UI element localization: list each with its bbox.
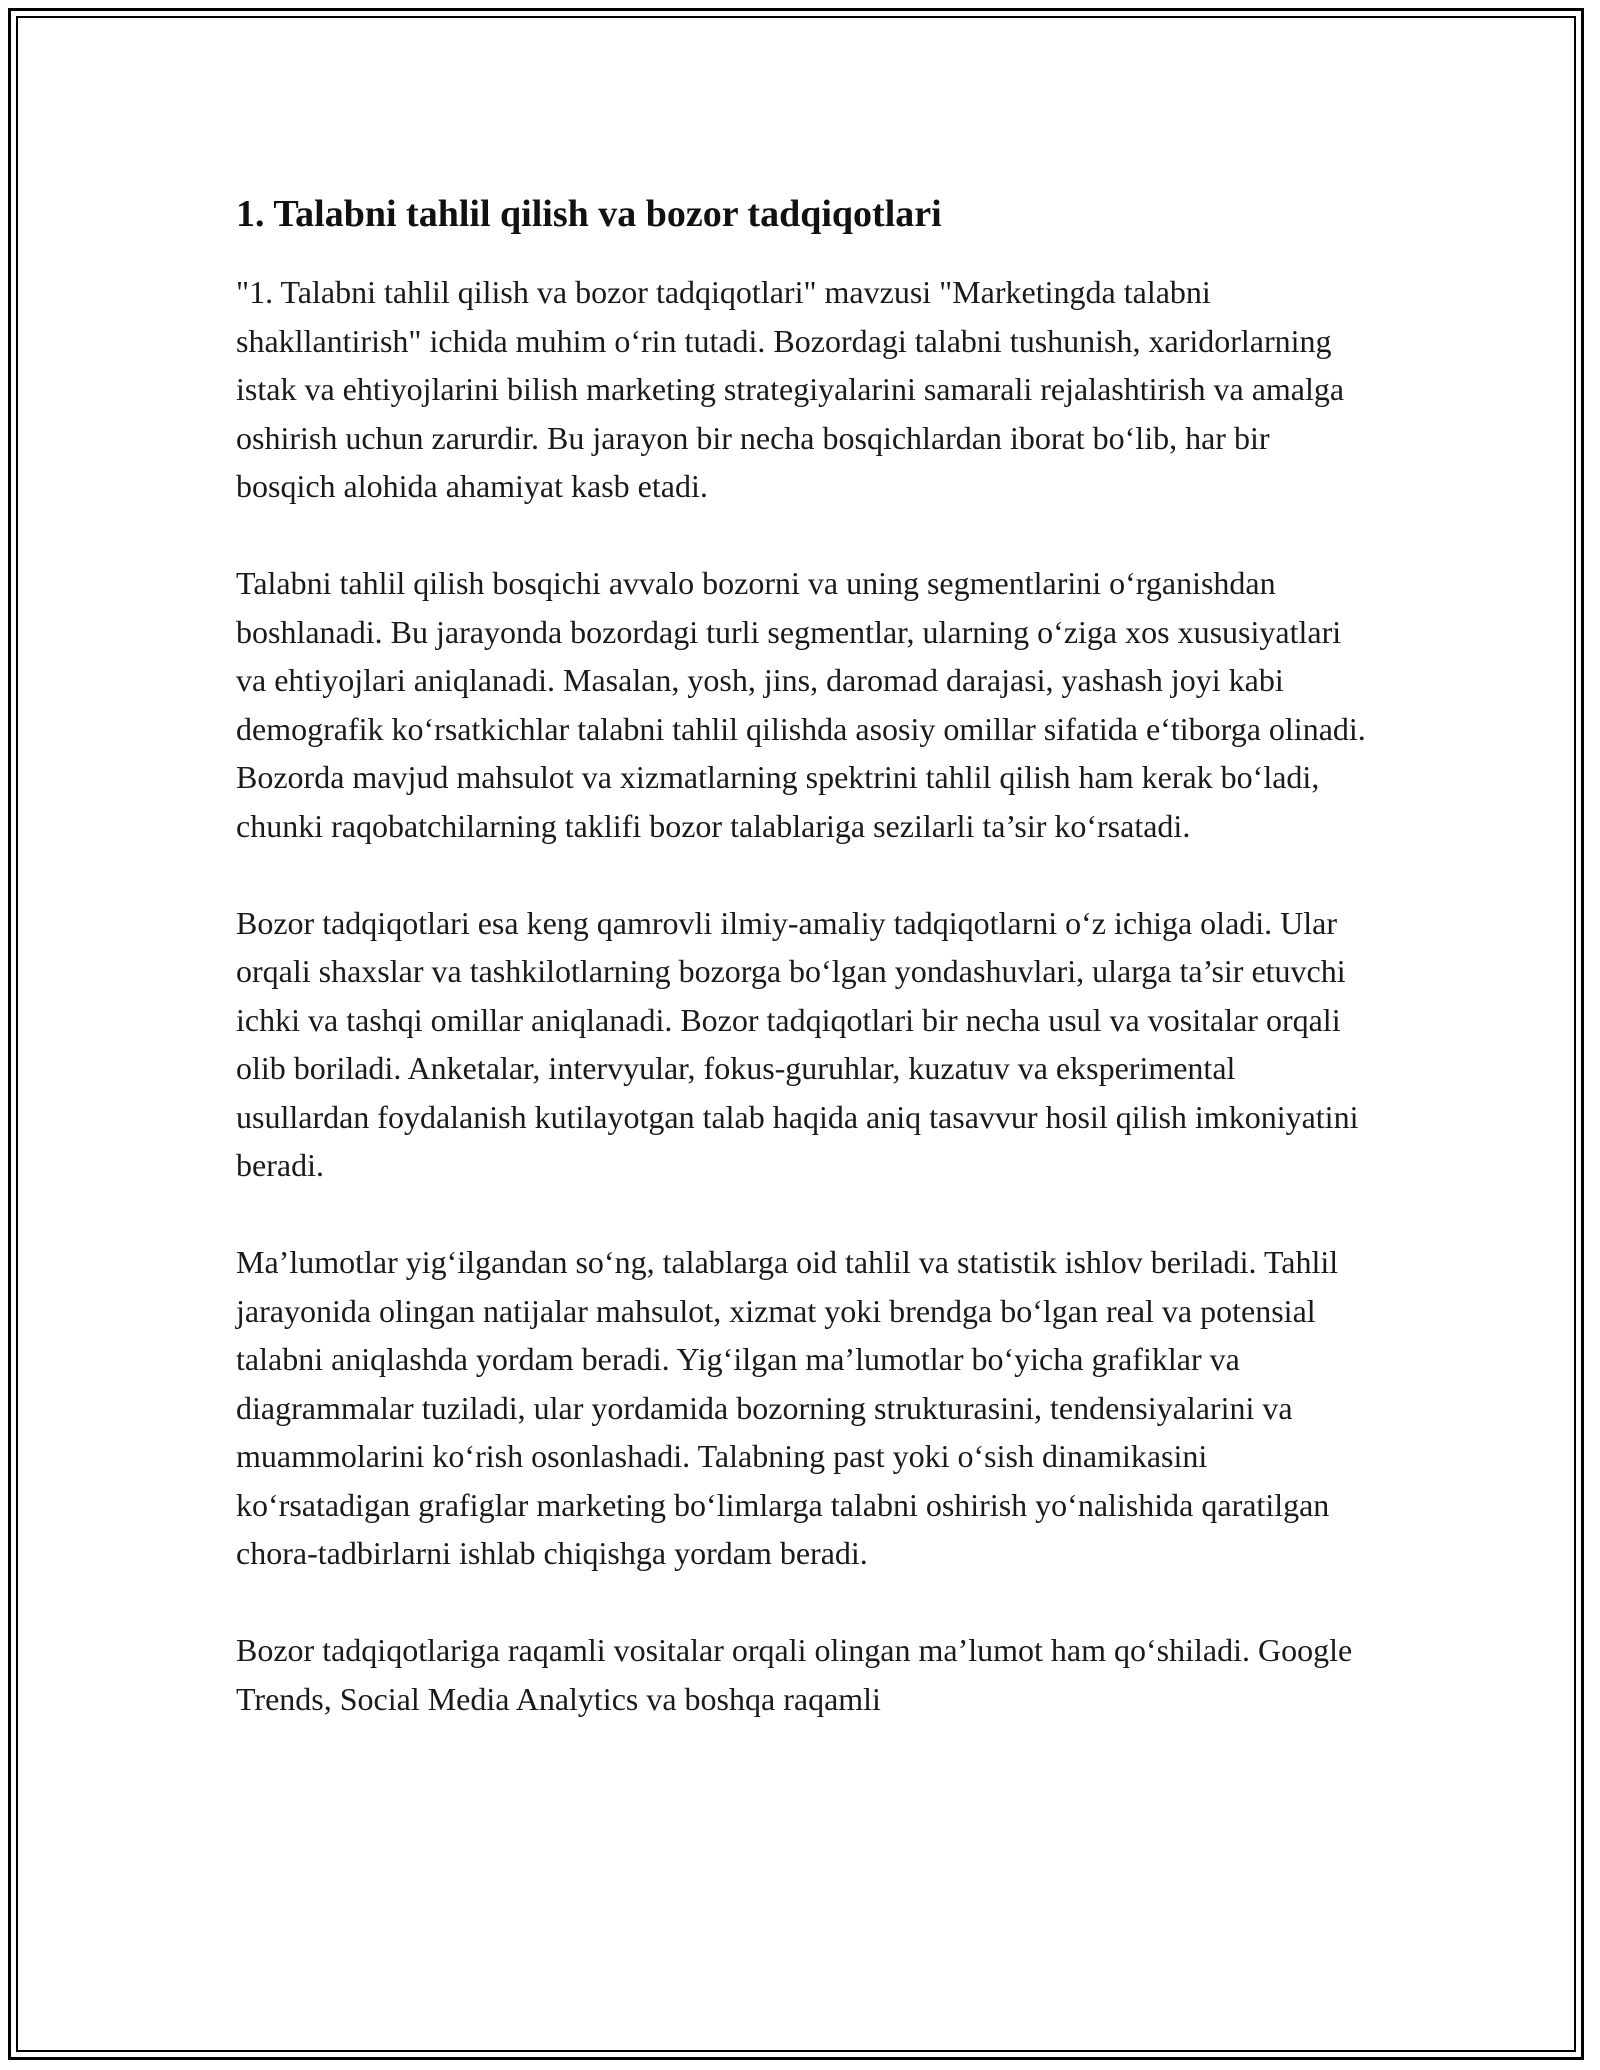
paragraph-4: Ma’lumotlar yig‘ilgandan so‘ng, talablarga oid tahlil va statistik ishlov beriladi. Tahlil jarayonida olingan natijalar mahsulot, xizmat yoki brendga bo‘lgan real va potensial talabni aniqlashda yordam beradi. Yig‘ilgan ma’lumotlar bo‘yicha grafiklar va diagrammalar tuziladi, ular yordamida bozorning strukturasini, tendensiyalarini va muammolarini ko‘rish osonlashadi. Talabning past yoki o‘sish dinamikasini ko‘rsatadigan grafiglar marketing bo‘limlarga talabni oshirish yo‘nalishida qaratilgan chora-tadbirlarni ishlab chiqishga yordam beradi. xyxy=(236,1244,1339,1571)
paragraph-5: Bozor tadqiqotlariga raqamli vositalar orqali olingan ma’lumot ham qo‘shiladi. Google Trends, Social Media Analytics va boshqa raqamli xyxy=(236,1632,1353,1717)
paragraph-1: "1. Talabni tahlil qilish va bozor tadqiqotlari" mavzusi "Marketingda talabni shakllantirish" ichida muhim o‘rin tutadi. Bozordagi talabni tushunish, xaridorlarning istak va ehtiyojlarini bilish marketing strategiyalarini samarali rejalashtirish va amalga oshirish uchun zarurdir. Bu jarayon bir necha bosqichlardan iborat bo‘lib, har bir bosqich alohida ahamiyat kasb etadi. xyxy=(236,274,1345,504)
document-body xyxy=(236,188,1371,1772)
paragraph-3: Bozor tadqiqotlari esa keng qamrovli ilmiy-amaliy tadqiqotlarni o‘z ichiga oladi. Ular orqali shaxslar va tashkilotlarning bozorga bo‘lgan yondashuvlari, ularga ta’sir etuvchi ichki va tashqi omillar aniqlanadi. Bozor tadqiqotlari bir necha usul va vositalar orqali olib boriladi. Anketalar, intervyular, fokus-guruhlar, kuzatuv va eksperimental usullardan foydalanish kutilayotgan talab haqida aniq tasavvur hosil qilish imkoniyatini beradi. xyxy=(236,904,1359,1183)
paragraph-2: Talabni tahlil qilish bosqichi avvalo bozorni va uning segmentlarini o‘rganishdan boshlanadi. Bu jarayonda bozordagi turli segmentlar, ularning o‘ziga xos xususiyatlari va ehtiyojlari aniqlanadi. Masalan, yosh, jins, daromad darajasi, yashash joyi kabi demografik ko‘rsatkichlar talabni tahlil qilishda asosiy omillar sifatida e‘tiborga olinadi. Bozorda mavjud mahsulot va xizmatlarning spektrini tahlil qilish ham kerak bo‘ladi, chunki raqobatchilarning taklifi bozor talablariga sezilarli ta’sir ko‘rsatadi. xyxy=(236,565,1366,844)
section-heading: 1. Talabni tahlil qilish va bozor tadqiqotlari xyxy=(236,193,942,235)
